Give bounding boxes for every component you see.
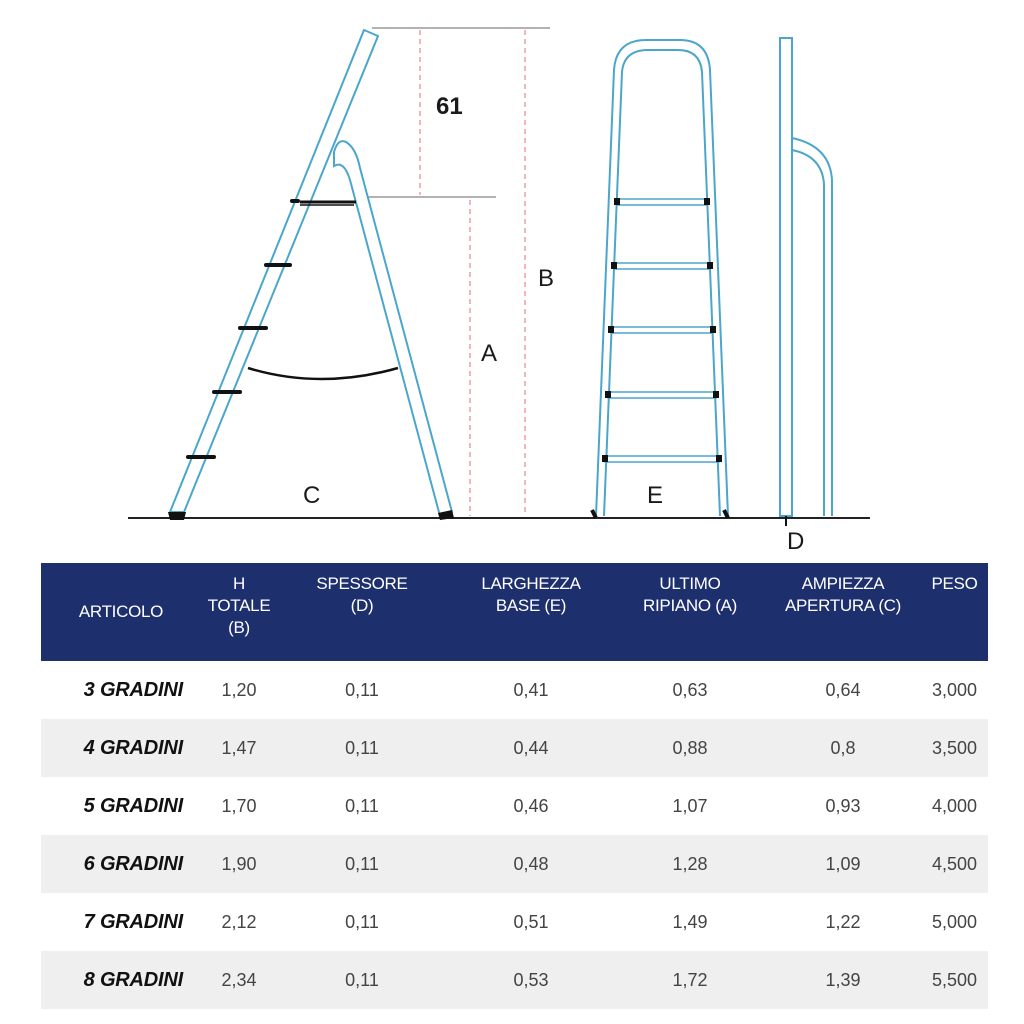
front-steps (602, 198, 722, 462)
value-cell: 4,500 (931, 853, 978, 874)
header-spessore (277, 563, 447, 661)
header-peso (921, 563, 988, 661)
header-line: (D) (350, 596, 374, 615)
folded-rear-leg-inner (792, 150, 824, 516)
header-larghezza-base (447, 563, 615, 661)
header-articolo (41, 563, 201, 661)
value-cell: 3,000 (931, 679, 978, 700)
value-cell: 0,11 (345, 737, 379, 758)
article-cell: 3 GRADINI (83, 678, 183, 701)
article-cell: 7 GRADINI (83, 910, 183, 933)
value-cell: 0,64 (825, 679, 861, 700)
header-line: BASE (E) (495, 596, 567, 615)
folded-rear-leg-outer (792, 138, 832, 516)
front-frame-inner (604, 50, 720, 516)
header-line: RIPIANO (A) (643, 596, 737, 615)
header-line: LARGHEZZA (481, 574, 581, 593)
header-line: H (233, 574, 245, 593)
header-h-totale (201, 563, 277, 661)
value-cell: 5,000 (931, 911, 978, 932)
side-view-ladder (168, 28, 550, 520)
front-leg (170, 30, 378, 512)
specifications-table (41, 563, 988, 1009)
safety-strap (248, 368, 398, 379)
value-cell: 1,20 (221, 679, 257, 700)
value-cell: 0,63 (672, 679, 708, 700)
value-cell: 0,44 (513, 737, 549, 758)
front-step (605, 391, 719, 398)
header-line: ULTIMO (659, 574, 721, 593)
value-cell: 0,8 (830, 737, 856, 758)
value-cell: 5,500 (931, 969, 978, 990)
table-row (41, 719, 988, 777)
folded-view-ladder (780, 38, 832, 516)
front-view-ladder (592, 40, 728, 518)
article-cell: 5 GRADINI (83, 794, 183, 817)
label-e: E (647, 482, 664, 509)
value-cell: 0,51 (513, 911, 549, 932)
front-step (611, 262, 713, 269)
value-cell: 0,11 (345, 853, 379, 874)
header-row (41, 563, 988, 661)
value-cell: 0,93 (825, 795, 861, 816)
header-ampiezza-apertura (765, 563, 921, 661)
label-61: 61 (436, 93, 463, 120)
article-cell: 4 GRADINI (83, 736, 183, 759)
value-cell: 0,48 (513, 853, 549, 874)
value-cell: 1,72 (672, 969, 708, 990)
table-row (41, 777, 988, 835)
header-line: (B) (228, 618, 250, 637)
table-header (41, 563, 988, 661)
folded-stile (780, 38, 792, 516)
value-cell: 2,34 (221, 969, 257, 990)
value-cell: 0,88 (672, 737, 708, 758)
header-line: TOTALE (207, 596, 271, 615)
table-row (41, 835, 988, 893)
table-body (41, 661, 988, 1009)
front-step (614, 198, 710, 205)
table-row (41, 893, 988, 951)
value-cell: 0,46 (513, 795, 549, 816)
header-line: APERTURA (C) (784, 596, 902, 615)
value-cell: 0,41 (513, 679, 549, 700)
label-c: C (303, 482, 321, 509)
article-cell: 8 GRADINI (83, 968, 183, 991)
header-line: ARTICOLO (78, 602, 164, 621)
header-line: SPESSORE (316, 574, 408, 593)
value-cell: 1,28 (672, 853, 708, 874)
value-cell: 3,500 (931, 737, 978, 758)
header-line: AMPIEZZA (801, 574, 885, 593)
label-d: D (787, 528, 805, 555)
value-cell: 1,07 (672, 795, 708, 816)
value-cell: 0,11 (345, 969, 379, 990)
value-cell: 1,09 (825, 853, 861, 874)
value-cell: 1,22 (825, 911, 861, 932)
value-cell: 0,53 (513, 969, 549, 990)
value-cell: 4,000 (931, 795, 978, 816)
value-cell: 0,11 (345, 679, 379, 700)
front-step (608, 326, 716, 333)
front-frame-outer (596, 40, 728, 516)
article-cell: 6 GRADINI (83, 852, 183, 875)
header-ultimo-ripiano (615, 563, 765, 661)
value-cell: 0,11 (345, 911, 379, 932)
value-cell: 1,39 (825, 969, 861, 990)
table-row (41, 951, 988, 1009)
front-foot (168, 512, 186, 520)
front-step (602, 455, 722, 462)
value-cell: 2,12 (221, 911, 257, 932)
value-cell: 1,90 (221, 853, 257, 874)
value-cell: 1,70 (221, 795, 257, 816)
value-cell: 1,47 (221, 737, 257, 758)
label-a: A (481, 340, 498, 367)
header-line: PESO (931, 574, 978, 593)
label-b: B (538, 265, 555, 292)
table-row (41, 661, 988, 719)
value-cell: 0,11 (345, 795, 379, 816)
value-cell: 1,49 (672, 911, 708, 932)
